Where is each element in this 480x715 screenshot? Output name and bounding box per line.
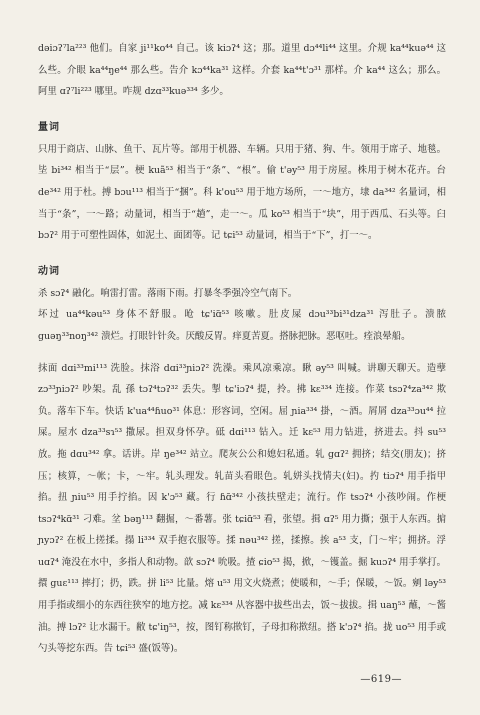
intro-paragraph: dəiɔʔ⁷la²²³ 他们。自家 ji¹¹ko⁴⁴ 自己。该 kiɔʔ⁴ 这；那。道里 dɔ⁴⁴li⁴⁴ 这里。介规 ka⁴⁴kuə⁴⁴ 这么些。介眼 ka⁴⁴ŋe⁴⁴ 那么些。告介 kɔ⁴⁴ka³¹ 这样。介套 ka⁴⁴t'ɔ³¹ 那样。介 ka⁴⁴ 这么；那么。阿里 ɑʔ⁷li²²³ 哪里。咋规 dzɑ³³kuə³³⁴ 多少。 bbox=[38, 43, 446, 98]
section-heading-verbs: 动词 bbox=[38, 265, 60, 277]
section-heading-measure-words: 量词 bbox=[38, 121, 60, 133]
spacer bbox=[38, 103, 446, 117]
verbs-paragraph-1: 杀 sɔʔ⁴ 融化。响雷打雷。落雨下雨。打暴冬季强冷空气南下。 bbox=[38, 287, 298, 299]
verbs-paragraph-2: 坏过 ua⁴⁴kəu⁵³ 身体不舒服。呛 tɕ'iɑ̃⁵³ 咳嗽。肚皮屎 dɔu³³bi³¹dza³¹ 泻肚子。溃脓 guəŋ³³noŋ³⁴² 溃烂。打眼针针灸。厌酸反胃。痒夏苦夏。搭脉把脉。恶呕吐。痊浪晕船。 bbox=[38, 309, 446, 342]
spacer bbox=[38, 348, 446, 358]
verbs-paragraph-3: 抹面 dɑi³³mi¹¹³ 洗脸。抹浴 dɑi³³ɲiɔʔ² 洗澡。乘风凉乘凉。瞅 əy⁵³ 叫喊。讲聊天聊天。造孽 zɔ³³ɲiɔʔ² 吵架。乱 孫 tɔʔ⁴tɔʔ³² 丢失。掣 tɕ'iɔʔ⁴ 提，拎。拂 kɛ³³⁴ 连接。作菜 tsɔʔ⁴za³⁴² 欺负。落车下车。快话 k'ua⁴⁴ɦuo³¹ 体息：形容词，空闲。屈 ɲia³³⁴ 掛，～酒。屑屑 dza³³ɔu⁴⁴ 拉屎。屋水 dza³³sɿ⁵³ 撒尿。担双身怀孕。砥 dɑi¹¹³ 钻入。迁 kɛ⁵³ 用力钻进，挤进去。抖 su⁵³ 放。拖 dɑu³⁴² 拿。话讲。岸 ŋe³⁴² 站立。爬灰公公和媳妇私通。轧 gɑʔ² 拥挤；结交(朋友)；挤压；核算，～帐；卡，～牢。轧头理发。轧苗头看眼色。轧姘头找情夫(妇)。扚 tiɔʔ⁴ 用手指甲掐。扭 ɲiu⁵³ 用手拧掐。因 k'ɔ⁵³ 藏。行 ɦɑ̃³⁴² 小孩扶壁走；流行。作 tsɔʔ⁴ 小孩吵闹。作梗 tsɔʔ⁴kɑ̃³¹ 刁难。坌 bəŋ¹¹³ 翻掘，～番薯。张 tɕiɑ̃⁵³ 看，张望。揖 ɑʔ⁵ 用力撕；强于人东西。掮 ɲyɔʔ² 在板上搓揉。搨 li³³⁴ 双手抱衣服等。揉 nəu³⁴² 搓，揉擦。挨 a⁵³ 支，门～牢；拥挤。浮 uɑʔ⁴ 淹没在水中，多指人和动物。歆 sɔʔ⁴ 吮吸。揸 ɕio⁵³ 揭，掀，～镬盖。掘 kuɔʔ⁴ 用手掌打。擐 guɛ¹¹³ 摔打；扔，跌。拼 li⁵³ 比量。熔 u⁵³ 用文火烧煮；使暖和，～手；保暖，～饭。剜 ləy⁵³ 用手指或细小的东西往狭窄的地方挖。减 kɛ³³⁴ 从容器中拔些出去，饭～拔拔。揖 uaŋ⁵³ 蘸，～酱油。搏 lɔʔ² 让水漏干。敝 tɕ'iŋ⁵³，按，图钉称揿钉，子母扣称揿纽。搭 k'ɔʔ⁴ 掐。拢 uo⁵³ 用手或勺头等挖东西。告 tɕi⁵³ 盛(饭等)。 bbox=[38, 362, 446, 655]
page-number: —619— bbox=[360, 674, 402, 685]
measure-words-paragraph: 只用于商店、山脉、鱼干、瓦片等。部用于机器、车辆。只用于猪、狗、牛。领用于席子、地毯。坒 bi³⁴² 相当于“层”。梗 kuã⁵³ 相当于“条”、“根”。偷 t'əy⁵³ 用于房屋。株用于树木花卉。台 de³⁴² 用于杜。搏 bɔu¹¹³ 相当于“捆”。科 k'ou⁵³ 用于地方场所，一～地方，埭 da³⁴² 名量词，相当于“条”，一～路；动量词，相当于“趟”，走一～。瓜 ko⁵³ 相当于“块”，用于西瓜、石头等。臼 bɔʔ² 用于可塑性固体，如泥土、面团等。记 tɕi⁵³ 动量词，相当于“下”，打一～。 bbox=[38, 143, 446, 242]
spacer bbox=[38, 247, 446, 261]
